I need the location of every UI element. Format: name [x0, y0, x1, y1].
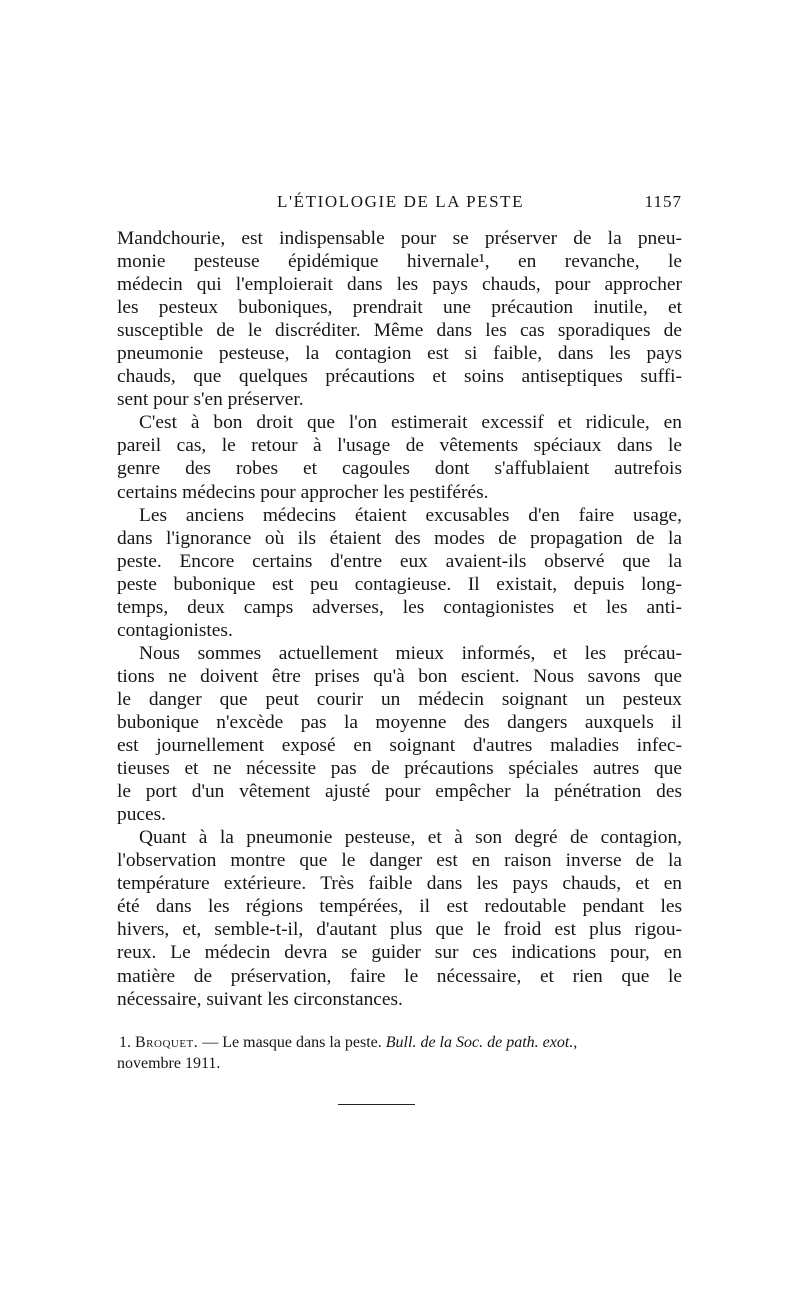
text-line: Nous sommes actuellement mieux informés, et les précau- — [139, 642, 682, 664]
text-line: certains médecins pour approcher les pestiférés. — [117, 481, 489, 503]
text-line: genre des robes et cagoules dont s'affublaient autrefois — [117, 458, 682, 480]
text-line: puces. — [117, 804, 166, 826]
text-line: nécessaire, suivant les circonstances. — [117, 988, 403, 1010]
text-line: susceptible de le discréditer. Même dans les cas sporadiques de — [117, 320, 682, 342]
text-line: tieuses et ne nécessite pas de précautions spéciales autres que — [117, 758, 682, 780]
text-line: matière de préservation, faire le nécessaire, et rien que le — [117, 965, 682, 987]
text-line: pneumonie pesteuse, la contagion est si faible, dans les pays — [117, 343, 682, 365]
text-line: reux. Le médecin devra se guider sur ces indications pour, en — [117, 942, 682, 964]
running-head — [117, 192, 682, 216]
footnote-date: novembre 1911. — [117, 1055, 221, 1072]
footnote-journal: Bull. de la Soc. de path. exot., — [385, 1034, 578, 1051]
text-line: est journellement exposé en soignant d'autres maladies infec- — [117, 735, 682, 757]
footnote-title: Le masque dans la peste. — [222, 1034, 382, 1051]
running-title: L'ÉTIOLOGIE DE LA PESTE — [277, 192, 525, 211]
text-line: peste. Encore certains d'entre eux avaient-ils observé que la — [117, 550, 682, 572]
text-line: le port d'un vêtement ajusté pour empêcher la pénétration des — [117, 781, 682, 803]
text-line: été dans les régions tempérées, il est redoutable pendant les — [117, 896, 682, 918]
text-line: Les anciens médecins étaient excusables d'en faire usage, — [139, 504, 682, 526]
text-line: peste bubonique est peu contagieuse. Il existait, depuis long- — [117, 573, 682, 595]
page-number: 1157 — [644, 192, 682, 211]
footnote-number: 1. — [119, 1034, 131, 1051]
text-line: pareil cas, le retour à l'usage de vêtements spéciaux dans le — [117, 435, 682, 457]
closing-rule — [338, 1104, 415, 1105]
text-line: sent pour s'en préserver. — [117, 389, 304, 411]
text-line: médecin qui l'emploierait dans les pays chauds, pour approcher — [117, 274, 682, 296]
text-line: chauds, que quelques précautions et soins antiseptiques suffi- — [117, 366, 682, 388]
text-line: tions ne doivent être prises qu'à bon escient. Nous savons que — [117, 665, 682, 687]
text-line: temps, deux camps adverses, les contagionistes et les anti- — [117, 596, 682, 618]
text-line: hivers, et, semble-t-il, d'autant plus que le froid est plus rigou- — [117, 919, 682, 941]
footnote — [117, 1032, 682, 1074]
text-line: dans l'ignorance où ils étaient des modes de propagation de la — [117, 527, 682, 549]
text-line: bubonique n'excède pas la moyenne des dangers auxquels il — [117, 711, 682, 733]
footnote-line — [117, 1032, 682, 1053]
text-line: contagionistes. — [117, 619, 233, 641]
text-line: Quant à la pneumonie pesteuse, et à son degré de contagion, — [139, 827, 682, 849]
text-line: monie pesteuse épidémique hivernale¹, en revanche, le — [117, 251, 682, 273]
footnote-dash: — — [202, 1034, 219, 1051]
text-line: Mandchourie, est indispensable pour se préserver de la pneu- — [117, 228, 682, 249]
text-line: température extérieure. Très faible dans les pays chauds, et en — [117, 873, 682, 895]
text-line: le danger que peut courir un médecin soignant un pesteux — [117, 688, 682, 710]
body-text — [117, 227, 682, 1011]
footnote-author: Broquet. — [135, 1034, 199, 1051]
text-line: les pesteux buboniques, prendrait une précaution inutile, et — [117, 297, 682, 319]
text-line: C'est à bon droit que l'on estimerait excessif et ridicule, en — [139, 412, 682, 434]
text-line: l'observation montre que le danger est en raison inverse de la — [117, 850, 682, 872]
